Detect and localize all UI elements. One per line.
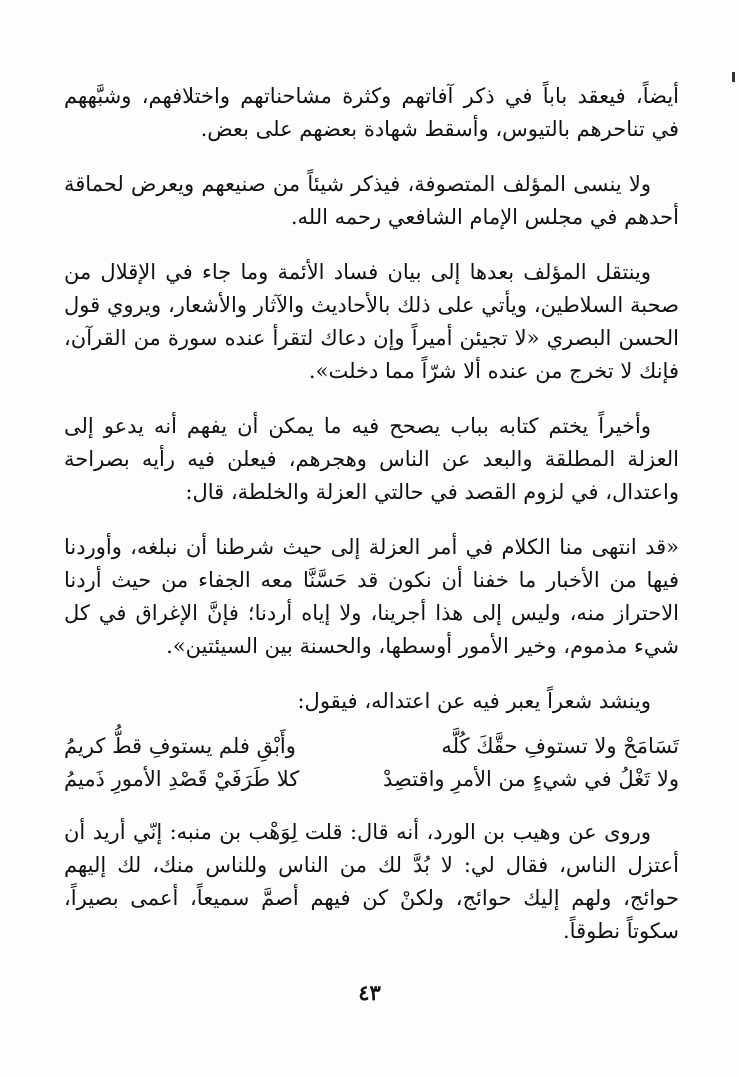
verse-second-hemistich: كلا طَرَفَيْ قَصْدِ الأمورِ ذَميمُ: [64, 767, 300, 791]
verse-line: [64, 730, 679, 763]
paragraph: ولا ينسى المؤلف المتصوفة، فيذكر شيئاً من صنيعهم ويعرض لحماقة أحدهم في مجلس الإمام الشافعي رحمه الله.: [64, 172, 679, 229]
verse-line: [64, 763, 679, 796]
paragraph: وروى عن وهيب بن الورد، أنه قال: قلت لِوَهْب بن منبه: إنّي أريد أن أعتزل الناس، فقال لي: لا بُدَّ لك من الناس وللناس منك، لك إليهم حوائج، ولهم إليك حوائج، ولكنْ كن فيهم أصمَّ سميعاً، أعمى بصيراً، سكوتاً نطوقاً.: [64, 820, 679, 943]
verse-second-hemistich: وأَبْقِ فلم يستوفِ قطُّ كريمُ: [64, 734, 296, 758]
paragraph: وينشد شعراً يعبر فيه عن اعتداله، فيقول:: [297, 689, 651, 713]
quotation-paragraph: «قد انتهى منا الكلام في أمر العزلة إلى حيث شرطنا أن نبلغه، وأوردنا فيها من الأخبار ما خفنا أن نكون قد حَسَّنَّا معه الجفاء من حيث أردنا الاحتراز منه، وليس إلى هذا أجرينا، ولا إياه أردنا؛ فإنَّ الإغراق في كل شيء مذموم، وخير الأمور أوسطها، والحسنة بين السيئتين».: [64, 535, 679, 658]
text-body: [64, 80, 679, 970]
paragraph: وأخيراً يختم كتابه بباب يصحح فيه ما يمكن أن يفهم أنه يدعو إلى العزلة المطلقة والبعد عن الناس وهجرهم، فيعلن فيه رأيه بصراحة واعتدال، في لزوم القصد في حالتي العزلة والخلطة، قال:: [64, 414, 679, 504]
paragraph: أيضاً، فيعقد باباً في ذكر آفاتهم وكثرة مشاحناتهم واختلافهم، وشبَّههم في تناحرهم بالتيوس، وأسقط شهادة بعضهم على بعض.: [64, 84, 679, 141]
margin-mark: [732, 72, 735, 82]
paragraph: وينتقل المؤلف بعدها إلى بيان فساد الأئمة وما جاء في الإقلال من صحبة السلاطين، ويأتي على ذلك بالأحاديث والآثار والأشعار، ويروي قول الحسن البصري «لا تجيئن أميراً وإن دعاك لتقرأ عنده سورة من القرآن، فإنك لا تخرج من عنده ألا شرّاً مما دخلت».: [64, 260, 679, 383]
verse-first-hemistich: تَسَامَحْ ولا تستوفِ حقَّكَ كُلَّه: [441, 734, 679, 758]
verse-first-hemistich: ولا تَغْلُ في شيءٍ من الأمرِ واقتصِدْ: [382, 767, 679, 791]
page-number: ٤٣: [358, 980, 381, 1005]
poem: [64, 730, 679, 796]
